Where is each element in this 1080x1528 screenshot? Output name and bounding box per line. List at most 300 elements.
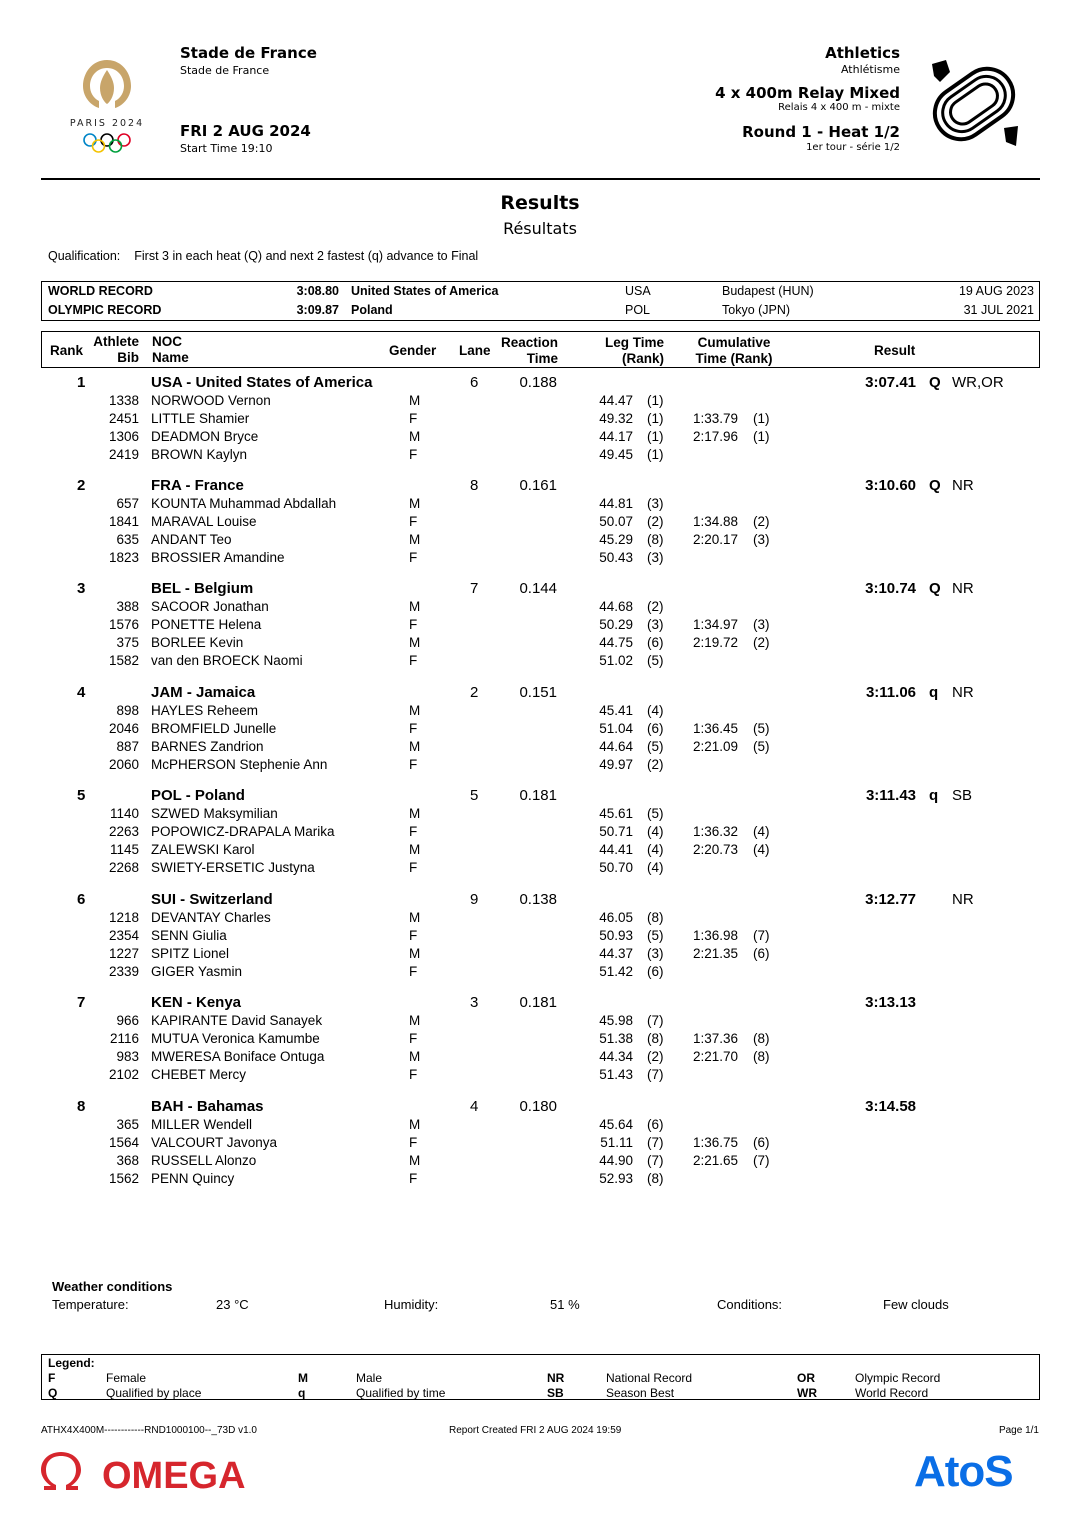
- athlete-bib: 1582: [108, 653, 139, 668]
- leg-time: 44.41: [599, 842, 633, 857]
- leg-time: 44.75: [599, 635, 633, 650]
- col-bib: Bib: [117, 350, 139, 365]
- leg-rank: (3): [647, 550, 664, 565]
- leg-rank: (8): [647, 1171, 664, 1186]
- leg-rank: (7): [647, 1153, 664, 1168]
- qualification-label: Qualification:: [48, 249, 121, 263]
- qualification-mark: q: [929, 684, 939, 701]
- record-mark: NR: [952, 684, 974, 701]
- athlete-row: [41, 739, 1040, 757]
- page-number: Page 1/1: [998, 1425, 1039, 1436]
- athlete-name: HAYLES Reheem: [151, 703, 259, 718]
- athlete-gender: F: [409, 964, 418, 979]
- team-row: [41, 684, 1040, 702]
- athlete-bib: 2451: [108, 411, 139, 426]
- athlete-bib: 1562: [108, 1171, 139, 1186]
- col-cumulative-time: Time (Rank): [695, 351, 773, 366]
- athlete-row: [41, 411, 1040, 429]
- team-rank: 3: [77, 580, 86, 597]
- athlete-name: SZWED Maksymilian: [151, 806, 278, 821]
- cumulative-time: 2:19.72: [693, 635, 739, 650]
- athlete-row: [41, 842, 1040, 860]
- team-rank: 6: [77, 891, 86, 908]
- legend-text: National Record: [606, 1371, 693, 1385]
- leg-time: 49.97: [599, 757, 633, 772]
- athlete-row: [41, 393, 1040, 411]
- leg-time: 44.34: [599, 1049, 633, 1064]
- team-result: 3:14.58: [865, 1098, 916, 1115]
- qualification-mark: q: [929, 787, 939, 804]
- team-result: 3:12.77: [865, 891, 916, 908]
- athlete-row: [41, 617, 1040, 635]
- athlete-name: GIGER Yasmin: [151, 964, 243, 979]
- col-rank: Rank: [50, 343, 84, 358]
- athlete-name: SENN Giulia: [151, 928, 227, 943]
- legend-code: M: [298, 1371, 308, 1385]
- legend-text: Qualified by place: [106, 1386, 202, 1400]
- athlete-name: MUTUA Veronica Kamumbe: [151, 1031, 320, 1046]
- athlete-bib: 966: [116, 1013, 139, 1028]
- cumulative-time: 2:21.35: [693, 946, 739, 961]
- athlete-bib: 983: [116, 1049, 139, 1064]
- conditions-value: Few clouds: [883, 1297, 949, 1312]
- athlete-row: [41, 721, 1040, 739]
- athlete-bib: 375: [116, 635, 139, 650]
- leg-rank: (1): [647, 429, 664, 444]
- team-reaction: 0.151: [519, 684, 557, 701]
- qualification-mark: Q: [929, 580, 941, 597]
- page-title: Results: [500, 192, 580, 214]
- team-result: 3:11.43: [865, 787, 916, 804]
- athlete-gender: M: [409, 496, 421, 511]
- cumulative-rank: (6): [753, 1135, 770, 1150]
- leg-rank: (5): [647, 653, 664, 668]
- record-mark: SB: [952, 787, 973, 804]
- omega-symbol-icon: [40, 1452, 280, 1494]
- leg-rank: (5): [647, 928, 664, 943]
- athlete-bib: 1140: [109, 806, 139, 821]
- athlete-row: [41, 635, 1040, 653]
- report-created: Report Created FRI 2 AUG 2024 19:59: [449, 1425, 622, 1436]
- col-leg-rank: (Rank): [621, 351, 664, 366]
- team-lane: 2: [470, 684, 479, 701]
- leg-rank: (6): [647, 964, 664, 979]
- report-code: ATHX4X400M------------RND1000100--_73D v1.0: [41, 1425, 257, 1436]
- athlete-gender: F: [409, 824, 418, 839]
- athlete-bib: 657: [116, 496, 139, 511]
- col-athlete: Athlete: [93, 334, 139, 349]
- legend-code: WR: [797, 1386, 817, 1400]
- atos-logo: [914, 1448, 1042, 1499]
- humidity-label: Humidity:: [384, 1297, 439, 1312]
- athlete-gender: M: [409, 946, 421, 961]
- team-row: [41, 787, 1040, 805]
- cumulative-time: 2:21.09: [693, 739, 739, 754]
- athlete-gender: F: [409, 860, 418, 875]
- leg-rank: (2): [647, 1049, 664, 1064]
- leg-rank: (7): [647, 1067, 664, 1082]
- page-subtitle: Résultats: [503, 219, 577, 238]
- legend-code: q: [298, 1386, 306, 1400]
- omega-wordmark: OMEGA: [102, 1455, 246, 1494]
- athlete-row: [41, 824, 1040, 842]
- cumulative-time: 1:36.75: [693, 1135, 739, 1150]
- record-time: 3:08.80: [296, 284, 339, 298]
- start-time: Start Time 19:10: [180, 142, 273, 155]
- team-lane: 6: [470, 374, 479, 391]
- leg-time: 45.29: [599, 532, 633, 547]
- athlete-row: [41, 1117, 1040, 1135]
- record-mark: WR,OR: [952, 374, 1004, 391]
- cumulative-time: 1:36.45: [693, 721, 739, 736]
- athlete-name: BORLEE Kevin: [151, 635, 244, 650]
- athlete-name: POPOWICZ-DRAPALA Marika: [151, 824, 335, 839]
- athlete-row: [41, 1031, 1040, 1049]
- athlete-row: [41, 496, 1040, 514]
- paris-2024-emblem-icon: [52, 46, 162, 166]
- athlete-bib: 1218: [108, 910, 139, 925]
- team-row: [41, 994, 1040, 1012]
- athlete-bib: 388: [116, 599, 139, 614]
- cumulative-rank: (6): [753, 946, 770, 961]
- athlete-gender: M: [409, 599, 421, 614]
- team-row: [41, 1098, 1040, 1116]
- athlete-gender: M: [409, 842, 421, 857]
- team-row: [41, 374, 1040, 392]
- record-holder: Poland: [351, 303, 393, 317]
- leg-time: 44.64: [599, 739, 633, 754]
- cumulative-time: 1:36.32: [693, 824, 739, 839]
- athlete-row: [41, 429, 1040, 447]
- athlete-bib: 2060: [108, 757, 139, 772]
- leg-time: 51.38: [599, 1031, 633, 1046]
- leg-rank: (4): [647, 842, 664, 857]
- leg-time: 52.93: [599, 1171, 633, 1186]
- leg-time: 44.17: [599, 429, 633, 444]
- athlete-gender: M: [409, 532, 421, 547]
- athlete-name: VALCOURT Javonya: [151, 1135, 278, 1150]
- round-name: Round 1 - Heat 1/2: [742, 123, 900, 141]
- leg-rank: (7): [647, 1013, 664, 1028]
- date-block: [180, 122, 311, 155]
- athlete-row: [41, 1171, 1040, 1189]
- athlete-row: [41, 860, 1040, 878]
- legend-text: Female: [106, 1371, 147, 1385]
- team-name: USA - United States of America: [151, 374, 373, 391]
- team-rank: 2: [77, 477, 86, 494]
- leg-rank: (1): [647, 411, 664, 426]
- leg-rank: (6): [647, 635, 664, 650]
- record-noc: USA: [625, 284, 651, 298]
- athlete-bib: 2419: [108, 447, 139, 462]
- col-reaction: Reaction: [500, 335, 558, 350]
- leg-time: 50.07: [599, 514, 633, 529]
- athlete-gender: F: [409, 550, 418, 565]
- leg-time: 45.98: [599, 1013, 633, 1028]
- athlete-row: [41, 1153, 1040, 1171]
- cumulative-rank: (4): [753, 824, 770, 839]
- cumulative-rank: (1): [753, 411, 770, 426]
- cumulative-rank: (8): [753, 1049, 770, 1064]
- athlete-row: [41, 946, 1040, 964]
- athlete-bib: 1145: [109, 842, 139, 857]
- athlete-gender: F: [409, 617, 418, 632]
- athlete-gender: F: [409, 1171, 418, 1186]
- leg-time: 44.37: [599, 946, 633, 961]
- cumulative-rank: (8): [753, 1031, 770, 1046]
- record-mark: NR: [952, 891, 974, 908]
- cumulative-rank: (7): [753, 928, 770, 943]
- leg-time: 50.43: [599, 550, 633, 565]
- legend-text: Qualified by time: [356, 1386, 446, 1400]
- team-rank: 1: [77, 374, 86, 391]
- athlete-bib: 1823: [108, 550, 139, 565]
- athlete-name: ANDANT Teo: [151, 532, 232, 547]
- team-name: BEL - Belgium: [151, 580, 254, 597]
- athlete-bib: 2263: [108, 824, 139, 839]
- athlete-gender: F: [409, 757, 418, 772]
- leg-rank: (3): [647, 617, 664, 632]
- athlete-row: [41, 1049, 1040, 1067]
- qualification-mark: Q: [929, 477, 941, 494]
- cumulative-time: 1:34.97: [693, 617, 739, 632]
- record-date: 31 JUL 2021: [963, 303, 1034, 317]
- legend-code: Q: [48, 1386, 58, 1400]
- leg-rank: (1): [647, 393, 664, 408]
- record-time: 3:09.87: [296, 303, 339, 317]
- athlete-bib: 1338: [108, 393, 139, 408]
- athlete-name: MARAVAL Louise: [151, 514, 257, 529]
- athlete-row: [41, 514, 1040, 532]
- leg-time: 45.41: [599, 703, 633, 718]
- cumulative-time: 2:21.70: [693, 1049, 739, 1064]
- temperature-value: 23 °C: [216, 1297, 249, 1312]
- athlete-gender: M: [409, 910, 421, 925]
- legend-code: NR: [547, 1371, 565, 1385]
- athlete-gender: M: [409, 635, 421, 650]
- athlete-row: [41, 703, 1040, 721]
- leg-rank: (1): [647, 447, 664, 462]
- olympic-record-row: [42, 301, 1039, 320]
- cumulative-time: 1:34.88: [693, 514, 739, 529]
- event-name-fr: Relais 4 x 400 m - mixte: [778, 102, 900, 113]
- team-name: KEN - Kenya: [151, 994, 242, 1011]
- athlete-name: SPITZ Lionel: [151, 946, 230, 961]
- athlete-bib: 635: [116, 532, 139, 547]
- team-lane: 4: [470, 1098, 479, 1115]
- athlete-row: [41, 1135, 1040, 1153]
- team-name: SUI - Switzerland: [151, 891, 273, 908]
- leg-rank: (4): [647, 860, 664, 875]
- record-date: 19 AUG 2023: [958, 284, 1034, 298]
- athlete-gender: M: [409, 703, 421, 718]
- leg-time: 51.04: [599, 721, 633, 736]
- team-reaction: 0.144: [519, 580, 557, 597]
- cumulative-rank: (3): [753, 617, 770, 632]
- event-name: 4 x 400m Relay Mixed: [715, 84, 900, 102]
- leg-rank: (2): [647, 757, 664, 772]
- team-rank: 7: [77, 994, 86, 1011]
- athlete-bib: 2116: [109, 1031, 139, 1046]
- leg-rank: (2): [647, 599, 664, 614]
- athlete-name: KAPIRANTE David Sanayek: [151, 1013, 323, 1028]
- qualification-text: First 3 in each heat (Q) and next 2 fastest (q) advance to Final: [134, 249, 479, 263]
- col-name: Name: [152, 350, 189, 365]
- legend-text: Male: [356, 1371, 383, 1385]
- weather-title: Weather conditions: [52, 1279, 173, 1294]
- athlete-name: BARNES Zandrion: [151, 739, 264, 754]
- legend-box: [41, 1354, 1040, 1400]
- athlete-bib: 1227: [108, 946, 139, 961]
- cumulative-rank: (4): [753, 842, 770, 857]
- venue-block: [180, 44, 317, 77]
- leg-time: 44.81: [599, 496, 633, 511]
- leg-time: 44.47: [599, 393, 633, 408]
- team-lane: 5: [470, 787, 479, 804]
- leg-rank: (8): [647, 1031, 664, 1046]
- athlete-name: SACOOR Jonathan: [151, 599, 269, 614]
- athlete-name: DEADMON Bryce: [151, 429, 259, 444]
- athlete-row: [41, 806, 1040, 824]
- cumulative-rank: (1): [753, 429, 770, 444]
- athlete-gender: M: [409, 1153, 421, 1168]
- team-row: [41, 891, 1040, 909]
- legend-code: OR: [797, 1371, 815, 1385]
- team-lane: 8: [470, 477, 479, 494]
- athlete-bib: 2339: [108, 964, 139, 979]
- col-lane: Lane: [459, 343, 491, 358]
- weather-section: [52, 1279, 172, 1294]
- athlete-name: BROWN Kaylyn: [151, 447, 248, 462]
- leg-time: 50.70: [599, 860, 633, 875]
- cumulative-rank: (2): [753, 635, 770, 650]
- col-leg-time: Leg Time: [604, 335, 664, 350]
- athlete-row: [41, 447, 1040, 465]
- athlete-gender: M: [409, 1013, 421, 1028]
- leg-rank: (6): [647, 1117, 664, 1132]
- team-row: [41, 477, 1040, 495]
- team-lane: 9: [470, 891, 479, 908]
- athlete-name: KOUNTA Muhammad Abdallah: [151, 496, 337, 511]
- leg-time: 50.29: [599, 617, 633, 632]
- athlete-gender: F: [409, 928, 418, 943]
- venue-name-fr: Stade de France: [180, 64, 270, 77]
- conditions-label: Conditions:: [717, 1297, 783, 1312]
- team-rank: 5: [77, 787, 86, 804]
- athlete-gender: F: [409, 447, 418, 462]
- cumulative-rank: (7): [753, 1153, 770, 1168]
- leg-rank: (4): [647, 703, 664, 718]
- athlete-bib: 1306: [108, 429, 139, 444]
- atos-wordmark: AtoS: [914, 1448, 1013, 1494]
- team-name: JAM - Jamaica: [151, 684, 256, 701]
- athlete-row: [41, 964, 1040, 982]
- event-date: FRI 2 AUG 2024: [180, 122, 311, 140]
- cumulative-rank: (3): [753, 532, 770, 547]
- athlete-row: [41, 599, 1040, 617]
- qualification-mark: Q: [929, 374, 941, 391]
- legend-text: Season Best: [606, 1386, 675, 1400]
- leg-time: 50.93: [599, 928, 633, 943]
- team-result: 3:10.60: [865, 477, 916, 494]
- cumulative-time: 2:20.73: [693, 842, 739, 857]
- paris-2024-logo: [52, 46, 162, 166]
- athlete-gender: F: [409, 1067, 418, 1082]
- athlete-name: PENN Quincy: [151, 1171, 235, 1186]
- athlete-name: CHEBET Mercy: [151, 1067, 247, 1082]
- team-rank: 4: [77, 684, 86, 701]
- athlete-gender: F: [409, 514, 418, 529]
- legend-title: Legend:: [48, 1356, 95, 1370]
- cumulative-time: 2:21.65: [693, 1153, 739, 1168]
- athlete-row: [41, 532, 1040, 550]
- leg-rank: (5): [647, 806, 664, 821]
- cumulative-time: 1:33.79: [693, 411, 739, 426]
- cumulative-rank: (5): [753, 739, 770, 754]
- athlete-gender: F: [409, 411, 418, 426]
- athlete-row: [41, 653, 1040, 671]
- athlete-name: RUSSELL Alonzo: [151, 1153, 257, 1168]
- leg-rank: (2): [647, 514, 664, 529]
- col-cumulative: Cumulative: [697, 335, 771, 350]
- athlete-name: MILLER Wendell: [151, 1117, 253, 1132]
- records-box: [41, 281, 1040, 321]
- team-result: 3:07.41: [865, 374, 916, 391]
- cumulative-rank: (2): [753, 514, 770, 529]
- sport-name-fr: Athlétisme: [840, 63, 900, 76]
- leg-time: 44.68: [599, 599, 633, 614]
- header-divider: [41, 178, 1040, 180]
- athlete-row: [41, 757, 1040, 775]
- athlete-bib: 2046: [108, 721, 139, 736]
- team-name: POL - Poland: [151, 787, 245, 804]
- leg-rank: (5): [647, 739, 664, 754]
- athletics-pictogram: [926, 56, 1022, 152]
- team-name: FRA - France: [151, 477, 244, 494]
- col-reaction-time: Time: [526, 351, 558, 366]
- record-label: OLYMPIC RECORD: [48, 303, 162, 317]
- record-place: Tokyo (JPN): [722, 303, 791, 317]
- team-reaction: 0.181: [519, 994, 557, 1011]
- cumulative-time: 1:36.98: [693, 928, 739, 943]
- cumulative-time: 2:17.96: [693, 429, 739, 444]
- leg-time: 51.43: [599, 1067, 633, 1082]
- athlete-name: NORWOOD Vernon: [151, 393, 271, 408]
- results-table-header: [41, 331, 1040, 368]
- record-noc: POL: [625, 303, 651, 317]
- leg-rank: (6): [647, 721, 664, 736]
- leg-rank: (3): [647, 496, 664, 511]
- world-record-row: [42, 282, 1039, 301]
- leg-time: 44.90: [599, 1153, 633, 1168]
- athlete-row: [41, 550, 1040, 568]
- athlete-row: [41, 928, 1040, 946]
- col-noc: NOC: [152, 334, 182, 349]
- athlete-name: BROMFIELD Junelle: [151, 721, 277, 736]
- record-label: WORLD RECORD: [48, 284, 153, 298]
- athlete-bib: 1841: [108, 514, 139, 529]
- team-rank: 8: [77, 1098, 86, 1115]
- leg-rank: (8): [647, 532, 664, 547]
- athlete-gender: M: [409, 393, 421, 408]
- round-name-fr: 1er tour - série 1/2: [806, 142, 900, 153]
- athlete-bib: 1564: [108, 1135, 139, 1150]
- atos-wordmark-icon: [914, 1448, 1042, 1494]
- team-lane: 3: [470, 994, 479, 1011]
- col-result: Result: [874, 343, 916, 358]
- athlete-bib: 2102: [108, 1067, 139, 1082]
- leg-rank: (3): [647, 946, 664, 961]
